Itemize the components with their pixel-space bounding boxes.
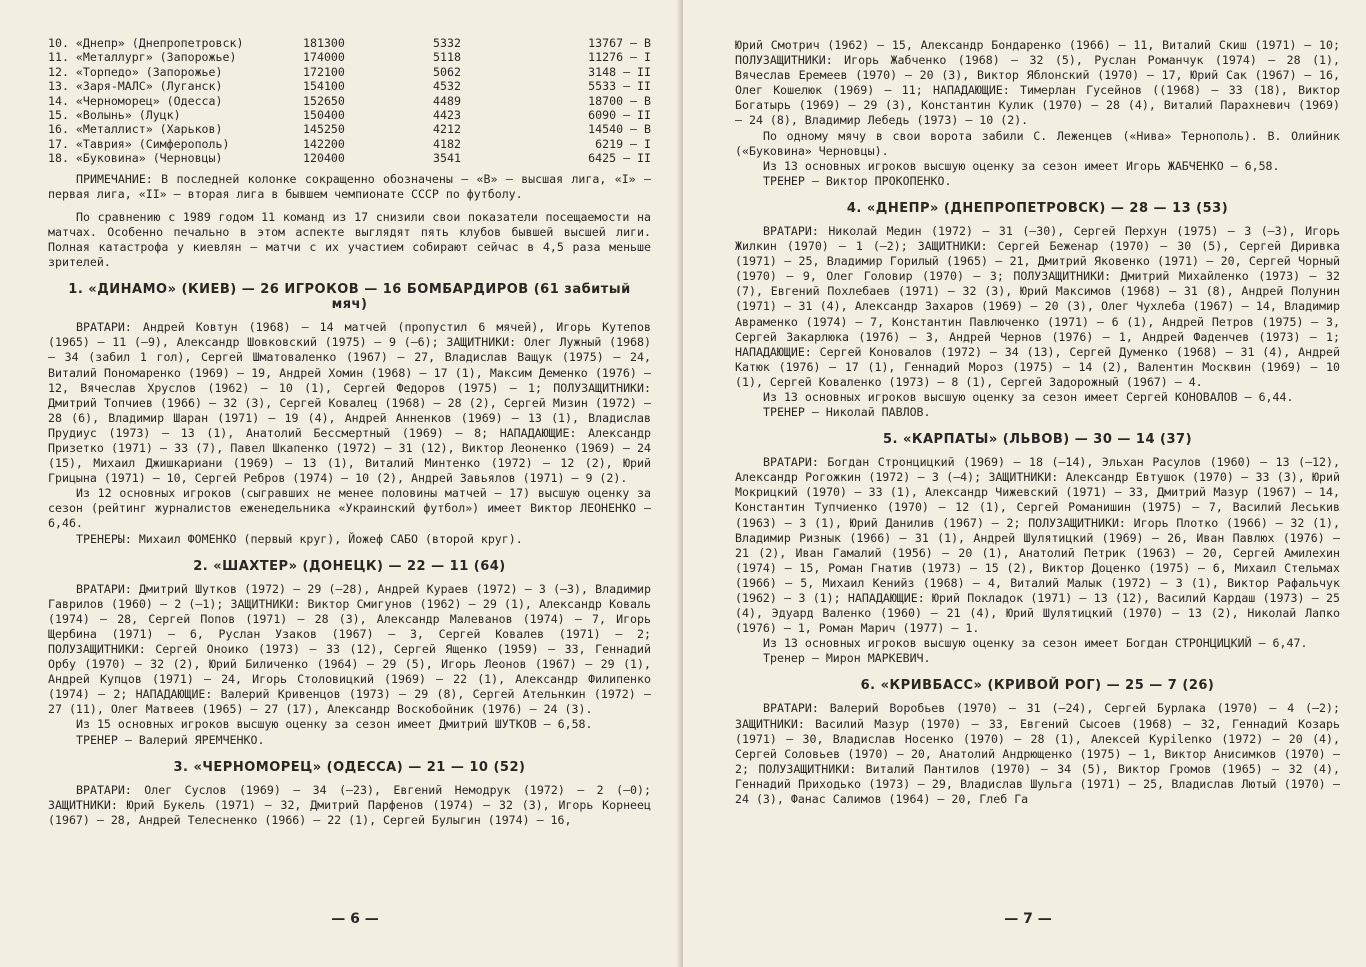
cell-prev: 6425 — II	[588, 151, 651, 166]
cell-total: 145250	[303, 122, 345, 137]
continued-paragraph: По одному мячу в свои ворота забили С. Леженцев («Нива» Тернополь). В. Олийник («Буковина» Черновцы).	[735, 128, 1340, 158]
left-team-sections	[48, 282, 651, 828]
cell-total: 152650	[303, 93, 345, 108]
section-paragraph: Из 13 основных игроков высшую оценку за сезон имеет Сергей КОНОВАЛОВ — 6,44.	[763, 389, 1294, 404]
left-page	[0, 0, 681, 967]
section-body	[735, 701, 1340, 807]
table-row	[48, 108, 651, 122]
team-section	[48, 559, 651, 748]
cell-total: 142200	[303, 136, 345, 151]
cell-team: 16. «Металлист» (Харьков)	[48, 122, 223, 137]
page-number-right: — 7 —	[1004, 911, 1052, 927]
cell-avg: 4489	[433, 93, 461, 108]
section-paragraph: ВРАТАРИ: Олег Суслов (1969) — 34 (—23), Евгений Немодрук (1972) — 2 (—0); ЗАЩИТНИКИ: Юрий Букель (1971) — 32, Дмитрий Парфенов (1974) — 32 (3), Игорь Корнеец (1967) — 28, Андрей Телесненко (1966) — 22 (1), Сергей Булыгин (1974) — 16,	[48, 782, 651, 827]
right-page	[683, 0, 1366, 967]
section-paragraph: ТРЕНЕРЫ: Михаил ФОМЕНКО (первый круг), Йожеф САБО (второй круг).	[76, 531, 523, 546]
cell-total: 174000	[303, 50, 345, 65]
cell-prev: 5533 — II	[588, 79, 651, 94]
section-paragraph: Из 15 основных игроков высшую оценку за сезон имеет Дмитрий ШУТКОВ — 6,58.	[76, 717, 593, 732]
page-number-left: — 6 —	[331, 911, 379, 927]
section-paragraph: ВРАТАРИ: Николай Медин (1972) — 31 (—30), Сергей Перхун (1975) — 3 (—3), Игорь Жилкин (1970) — 1 (—2); ЗАЩИТНИКИ: Сергей Беженар (1970) — 30 (5), Сергей Диривка (1971) — 25, Владимир Горилый (1965) — 21, Дмитрий Яковенко (1971) — 20, Сергей Чорный (1970) — 9, Олег Головир (1970) — 3; ПОЛУЗАЩИТНИКИ: Дмитрий Михайленко (1973) — 32 (7), Евгений Похлебаев (1971) — 32 (3), Юрий Максимов (1968) — 31 (8), Андрей Полунин (1971) — 31 (4), Александр Захаров (1969) — 20 (3), Олег Чухлеба (1967) — 14, Владимир Авраменко (1974) — 7, Константин Павлюченко (1971) — 6 (1), Андрей Петров (1975) — 3, Сергей Закарлюка (1976) — 3, Андрей Чернов (1976) — 1, Андрей Фаденчев (1973) — 1; НАПАДАЮЩИЕ: Сергей Коновалов (1972) — 34 (13), Сергей Думенко (1968) — 31 (4), Андрей Катюк (1976) — 17 (1), Геннадий Мороз (1975) — 14 (2), Валентин Москвин (1969) — 10 (1), Сергей Коваленко (1973) — 8 (1), Сергей Задорожный (1967) — 4.	[735, 223, 1340, 389]
section-heading: 3. «ЧЕРНОМОРЕЦ» (ОДЕССА) — 21 — 10 (52)	[173, 759, 526, 775]
continued-paragraph: ТРЕНЕР — Виктор ПРОКОПЕНКО.	[763, 173, 952, 188]
cell-avg: 5118	[433, 50, 461, 65]
section-paragraph: Тренер — Мирон МАРКЕВИЧ.	[763, 651, 931, 666]
section-body	[48, 320, 651, 546]
cell-total: 154100	[303, 79, 345, 94]
attendance-table	[48, 36, 651, 166]
section-body	[48, 783, 651, 828]
section-body	[48, 582, 651, 748]
table-row	[48, 79, 651, 93]
section-paragraph: Из 12 основных игроков (сыгравших не менее половины матчей — 17) высшую оценку за сезон (рейтинг журналистов еженедельника «Украинский футбол») имеет Виктор ЛЕОНЕНКО — 6,46.	[48, 486, 651, 531]
intro-paragraph: По сравнению с 1989 годом 11 команд из 17 снизили свои показатели посещаемости на матчах. Особенно печально в этом аспекте выглядят пять клубов бывшей высшей лиги. Полная катастрофа у киевлян — матчи с их участием собирают сейчас в 4,5 раза меньше зрителей.	[48, 209, 651, 270]
cell-prev: 13767 — В	[588, 36, 651, 50]
team-section	[48, 760, 651, 828]
section-heading: 6. «КРИВБАСС» (КРИВОЙ РОГ) — 25 — 7 (26)	[860, 678, 1215, 694]
cell-team: 11. «Металлург» (Запорожье)	[48, 50, 237, 65]
cell-team: 14. «Черноморец» (Одесса)	[48, 93, 223, 108]
section-heading: 5. «КАРПАТЫ» (ЛЬВОВ) — 30 — 14 (37)	[882, 432, 1193, 448]
table-row	[48, 94, 651, 108]
team-section	[735, 432, 1340, 666]
section-paragraph: ВРАТАРИ: Богдан Стронцицкий (1969) — 18 (—14), Эльхан Расулов (1960) — 13 (—12), Александр Рогожкин (1972) — 3 (—4); ЗАЩИТНИКИ: Александр Евтушок (1970) — 33 (3), Юрий Мокрицкий (1970) — 33 (1), Александр Чижевский (1971) — 33, Дмитрий Мазур (1967) — 14, Константин Тупчиенко (1970) — 12 (1), Сергей Романишин (1975) — 7, Василий Леськив (1963) — 3 (1), Юрий Данилив (1967) — 2; ПОЛУЗАЩИТНИКИ: Игорь Плотко (1966) — 32 (1), Владимир Ризнык (1966) — 31 (1), Андрей Шулятицкий (1969) — 26, Иван Павлюх (1976) — 21 (2), Иван Гамалий (1956) — 20 (1), Анатолий Петрик (1963) — 20, Сергей Амилехин (1974) — 15, Роман Гнатив (1973) — 15 (2), Виктор Доценко (1975) — 6, Михаил Стельмах (1966) — 5, Михаил Кенийз (1968) — 4, Виталий Малык (1972) — 3 (1), Виктор Рафальчук (1962) — 3 (1); НАПАДАЮЩИЕ: Юрий Покладок (1971) — 13 (12), Василий Кардаш (1973) — 25 (4), Эдуард Валенко (1960) — 21 (4), Юрий Шулятицкий (1970) — 13 (2), Николай Лапко (1976) — 1, Роман Марич (1977) — 1.	[735, 455, 1340, 636]
cell-avg: 4423	[433, 108, 461, 123]
continued-paragraph: Из 13 основных игроков высшую оценку за сезон имеет Игорь ЖАБЧЕНКО — 6,58.	[763, 158, 1280, 173]
table-row	[48, 65, 651, 79]
footnote	[48, 172, 651, 202]
table-row	[48, 137, 651, 151]
continued-paragraph: Юрий Смотрич (1962) — 15, Александр Бондаренко (1966) — 11, Виталий Скиш (1971) — 10; ПОЛУЗАЩИТНИКИ: Игорь Жабченко (1968) — 32 (5), Руслан Романчук (1974) — 28 (1), Вячеслав Еремеев (1970) — 20 (3), Виктор Яблонский (1970) — 17, Юрий Сак (1967) — 16, Олег Кошелюк (1969) — 11; НАПАДАЮЩИЕ: Тимерлан Гусейнов ((1968) — 33 (18), Виктор Богатырь (1969) — 29 (3), Константин Кулик (1970) — 28 (4), Виталий Парахневич (1969) — 24 (8), Владимир Лебедь (1973) — 10 (2).	[735, 38, 1340, 128]
cell-total: 150400	[303, 108, 345, 123]
continued-section	[735, 38, 1340, 189]
cell-team: 13. «Заря-МАЛС» (Луганск)	[48, 79, 223, 94]
team-section	[735, 201, 1340, 420]
table-row	[48, 122, 651, 136]
section-paragraph: ТРЕНЕР — Николай ПАВЛОВ.	[763, 405, 931, 420]
cell-avg: 5062	[433, 64, 461, 79]
cell-avg: 5332	[433, 36, 461, 50]
section-body	[735, 455, 1340, 666]
team-section	[735, 678, 1340, 807]
attendance-table-body	[48, 36, 651, 166]
cell-prev: 3148 — II	[588, 64, 651, 79]
table-row	[48, 50, 651, 64]
section-heading: 4. «ДНЕПР» (ДНЕПРОПЕТРОВСК) — 28 — 13 (53)	[846, 200, 1229, 216]
cell-prev: 6090 — II	[588, 108, 651, 123]
intro-block	[48, 210, 651, 270]
section-heading: 1. «ДИНАМО» (КИЕВ) — 26 ИГРОКОВ — 16 БОМБАРДИРОВ (61 забитый мяч)	[68, 282, 631, 313]
table-row	[48, 151, 651, 165]
footnote-text: ПРИМЕЧАНИЕ: В последней колонке сокращенно обозначены — «В» — высшая лига, «I» — первая лига, «II» — вторая лига в бывшем чемпионате СССР по футболу.	[48, 171, 651, 201]
cell-prev: 18700 — В	[588, 93, 651, 108]
section-paragraph: ВРАТАРИ: Валерий Воробьев (1970) — 31 (—24), Сергей Бурлака (1970) — 4 (—2); ЗАЩИТНИКИ: Василий Мазур (1970) — 33, Евгений Сысоев (1968) — 32, Геннадий Козарь (1971) — 30, Владислав Носенко (1970) — 28 (1), Алексей Курilenко (1972) — 20 (4), Сергей Соловьев (1970) — 20, Анатолий Андрющенко (1975) — 1, Виктор Анисимков (1970) — 2; ПОЛУЗАЩИТНИКИ: Виталий Пантилов (1970) — 34 (5), Виктор Громов (1965) — 32 (4), Геннадий Приходько (1973) — 29, Владислав Шульга (1971) — 25, Владислав Лютый (1970) — 24 (3), Фанас Салимов (1964) — 20, Глеб Га	[735, 701, 1340, 807]
right-team-sections	[735, 201, 1340, 807]
section-paragraph: ВРАТАРИ: Андрей Ковтун (1968) — 14 матчей (пропустил 6 мячей), Игорь Кутепов (1965) — 11 (—9), Александр Шовковский (1975) — 9 (—6); ЗАЩИТНИКИ: Олег Лужный (1968) — 34 (забил 1 гол), Сергей Шматоваленко (1967) — 27, Владислав Ващук (1975) — 24, Виталий Пономаренко (1969) — 19, Андрей Хомин (1968) — 17 (1), Максим Деменко (1976) — 12, Вячеслав Хруслов (1962) — 10 (1), Сергей Федоров (1975) — 1; ПОЛУЗАЩИТНИКИ: Дмитрий Топчиев (1966) — 32 (3), Сергей Ковалец (1968) — 28 (2), Сергей Мизин (1972) — 28 (6), Владимир Шаран (1971) — 19 (4), Андрей Анненков (1969) — 13 (1), Владислав Прудиус (1973) — 13 (1), Анатолий Бессмертный (1969) — 8; НАПАДАЮЩИЕ: Александр Призетко (1971) — 33 (7), Павел Шкапенко (1972) — 31 (12), Виктор Леоненко (1969) — 24 (15), Михаил Джишкариани (1969) — 13 (1), Виталий Минтенко (1972) — 12 (2), Юрий Грицына (1971) — 10, Сергей Ребров (1974) — 10 (2), Андрей Завьялов (1971) — 9 (2).	[48, 320, 651, 486]
cell-avg: 4532	[433, 79, 461, 94]
table-row	[48, 36, 651, 50]
cell-team: 10. «Днепр» (Днепропетровск)	[48, 36, 244, 50]
team-section	[48, 282, 651, 546]
cell-prev: 11276 — I	[588, 50, 651, 65]
section-heading: 2. «ШАХТЕР» (ДОНЕЦК) — 22 — 11 (64)	[193, 558, 506, 574]
cell-avg: 3541	[433, 151, 461, 166]
section-body	[735, 224, 1340, 420]
cell-total: 120400	[303, 151, 345, 166]
section-paragraph: Из 13 основных игроков высшую оценку за сезон имеет Богдан СТРОНЦИЦКИЙ — 6,47.	[763, 636, 1308, 651]
cell-avg: 4212	[433, 122, 461, 137]
cell-total: 181300	[303, 36, 345, 50]
cell-team: 18. «Буковина» (Черновцы)	[48, 151, 223, 166]
cell-team: 12. «Торпедо» (Запорожье)	[48, 64, 223, 79]
cell-prev: 14540 — В	[588, 122, 651, 137]
cell-avg: 4182	[433, 136, 461, 151]
cell-team: 15. «Волынь» (Луцк)	[48, 108, 181, 123]
cell-team: 17. «Таврия» (Симферополь)	[48, 136, 230, 151]
section-paragraph: ВРАТАРИ: Дмитрий Шутков (1972) — 29 (—28), Андрей Кураев (1972) — 3 (—3), Владимир Гаврилов (1960) — 2 (—1); ЗАЩИТНИКИ: Виктор Смигунов (1962) — 29 (1), Александр Коваль (1974) — 28, Сергей Попов (1971) — 28 (3), Александр Малеванов (1974) — 7, Игорь Щербина (1971) — 6, Руслан Узаков (1967) — 3, Сергей Ковалев (1971) — 2; ПОЛУЗАЩИТНИКИ: Сергей Оноико (1973) — 33 (12), Сергей Ященко (1959) — 33, Геннадий Орбу (1970) — 32 (2), Юрий Биличенко (1964) — 29 (5), Игорь Леонов (1967) — 29 (1), Андрей Купцов (1971) — 24, Игорь Столовицкий (1969) — 22 (1), Александр Филипенко (1974) — 2; НАПАДАЮЩИЕ: Валерий Кривенцов (1973) — 29 (8), Сергей Ательнкин (1972) — 27 (11), Олег Матвеев (1965) — 27 (17), Александр Воскобойник (1976) — 24 (3).	[48, 581, 651, 717]
cell-total: 172100	[303, 64, 345, 79]
section-paragraph: ТРЕНЕР — Валерий ЯРЕМЧЕНКО.	[76, 732, 265, 747]
cell-prev: 6219 — I	[595, 136, 651, 151]
